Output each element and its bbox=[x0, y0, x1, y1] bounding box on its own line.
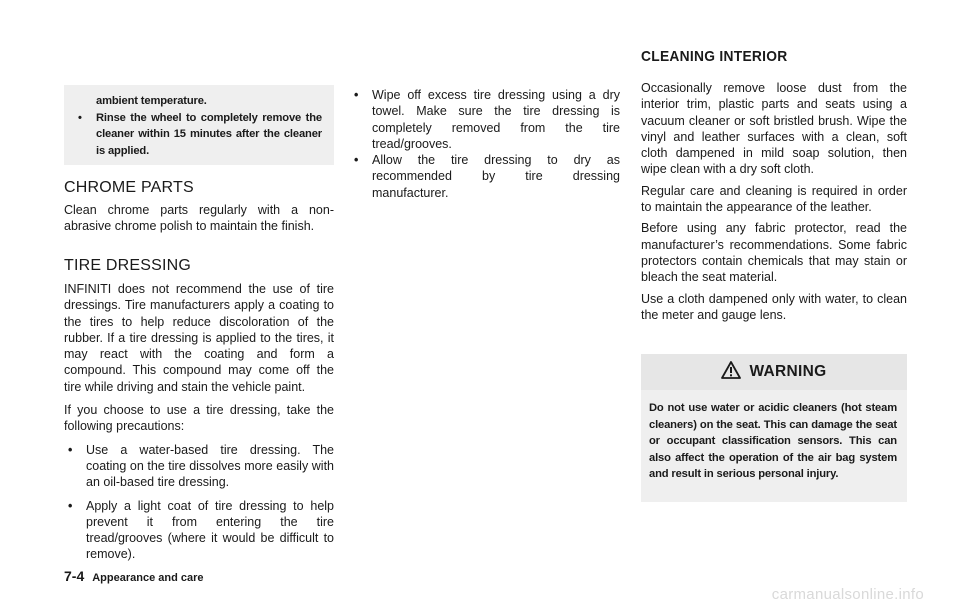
interior-paragraph-4: Use a cloth dampened only with water, to clean the meter and gauge lens. bbox=[641, 291, 907, 322]
tire-dressing-section bbox=[64, 281, 334, 563]
page-number: 7-4 bbox=[64, 568, 85, 584]
footer-section-title: Appearance and care bbox=[92, 572, 204, 584]
tire-dressing-paragraph-1: INFINITI does not recommend the use of tire dressings. Tire manufacturers apply a coating to the tires to help reduce discoloration of the rubber. If a tire dressing is applied to the tires, it may react with the coating and form a compound. This compound may come off the tire while driving and stain the vehicle paint. bbox=[64, 282, 334, 394]
tire-dressing-paragraph-2: If you choose to use a tire dressing, take the following precautions: bbox=[64, 403, 334, 434]
caution-lead-text: ambient temperature. bbox=[96, 95, 207, 107]
cleaning-interior-section bbox=[641, 80, 907, 323]
chrome-parts-heading: CHROME PARTS bbox=[64, 179, 194, 196]
caution-bullet-item: • Rinse the wheel to completely remove the cleaner within 15 minutes after the cleaner is applied. bbox=[74, 110, 322, 160]
cleaning-interior-heading: CLEANING INTERIOR bbox=[641, 48, 788, 65]
caution-box-continued bbox=[64, 85, 334, 165]
warning-header bbox=[641, 354, 907, 390]
tire-dressing-bullets-continued bbox=[350, 87, 620, 201]
tire-bullet-item: • Allow the tire dressing to dry as recommended by tire dressing manufacturer. bbox=[350, 152, 620, 201]
tire-dressing-heading: TIRE DRESSING bbox=[64, 257, 192, 274]
warning-box bbox=[641, 354, 907, 502]
warning-text: Do not use water or acidic cleaners (hot steam cleaners) on the seat. This can damage the seat or occupant classification sensors. This can also affect the operation of the air bag system and result in serious personal injury. bbox=[649, 402, 897, 481]
watermark: carmanualsonline.info bbox=[771, 586, 924, 603]
tire-bullet-item: • Apply a light coat of tire dressing to help prevent it from entering the tire tread/grooves (where it would be difficult to remove). bbox=[64, 498, 334, 563]
tire-dressing-bullets-left bbox=[64, 442, 334, 563]
page-footer bbox=[64, 568, 204, 584]
tire-bullet-item: • Wipe off excess tire dressing using a dry towel. Make sure the tire dressing is completely removed from the tire tread/grooves. bbox=[350, 87, 620, 152]
chrome-parts-section bbox=[64, 202, 334, 235]
tire-dressing-bullets-right bbox=[350, 87, 620, 201]
tire-bullet-item: • Use a water-based tire dressing. The coating on the tire dissolves more easily with an oil-based tire dressing. bbox=[64, 442, 334, 491]
interior-paragraph-2: Regular care and cleaning is required in order to maintain the appearance of the leather. bbox=[641, 183, 907, 215]
chrome-parts-text: Clean chrome parts regularly with a non-abrasive chrome polish to maintain the finish. bbox=[64, 203, 334, 234]
caution-bullets bbox=[74, 110, 322, 160]
warning-title: WARNING bbox=[749, 363, 827, 380]
warning-triangle-icon bbox=[721, 361, 741, 384]
interior-paragraph-3: Before using any fabric protector, read the manufacturer’s recommendations. Some fabric protectors contain chemicals that may stain or bleach the seat material. bbox=[641, 221, 907, 285]
interior-paragraph-1: Occasionally remove loose dust from the interior trim, plastic parts and seats using a vacuum cleaner or soft bristled brush. Wipe the vinyl and leather surfaces with a clean, soft cloth dampened in mild soap solution, then wipe clean with a dry soft cloth. bbox=[641, 81, 907, 177]
